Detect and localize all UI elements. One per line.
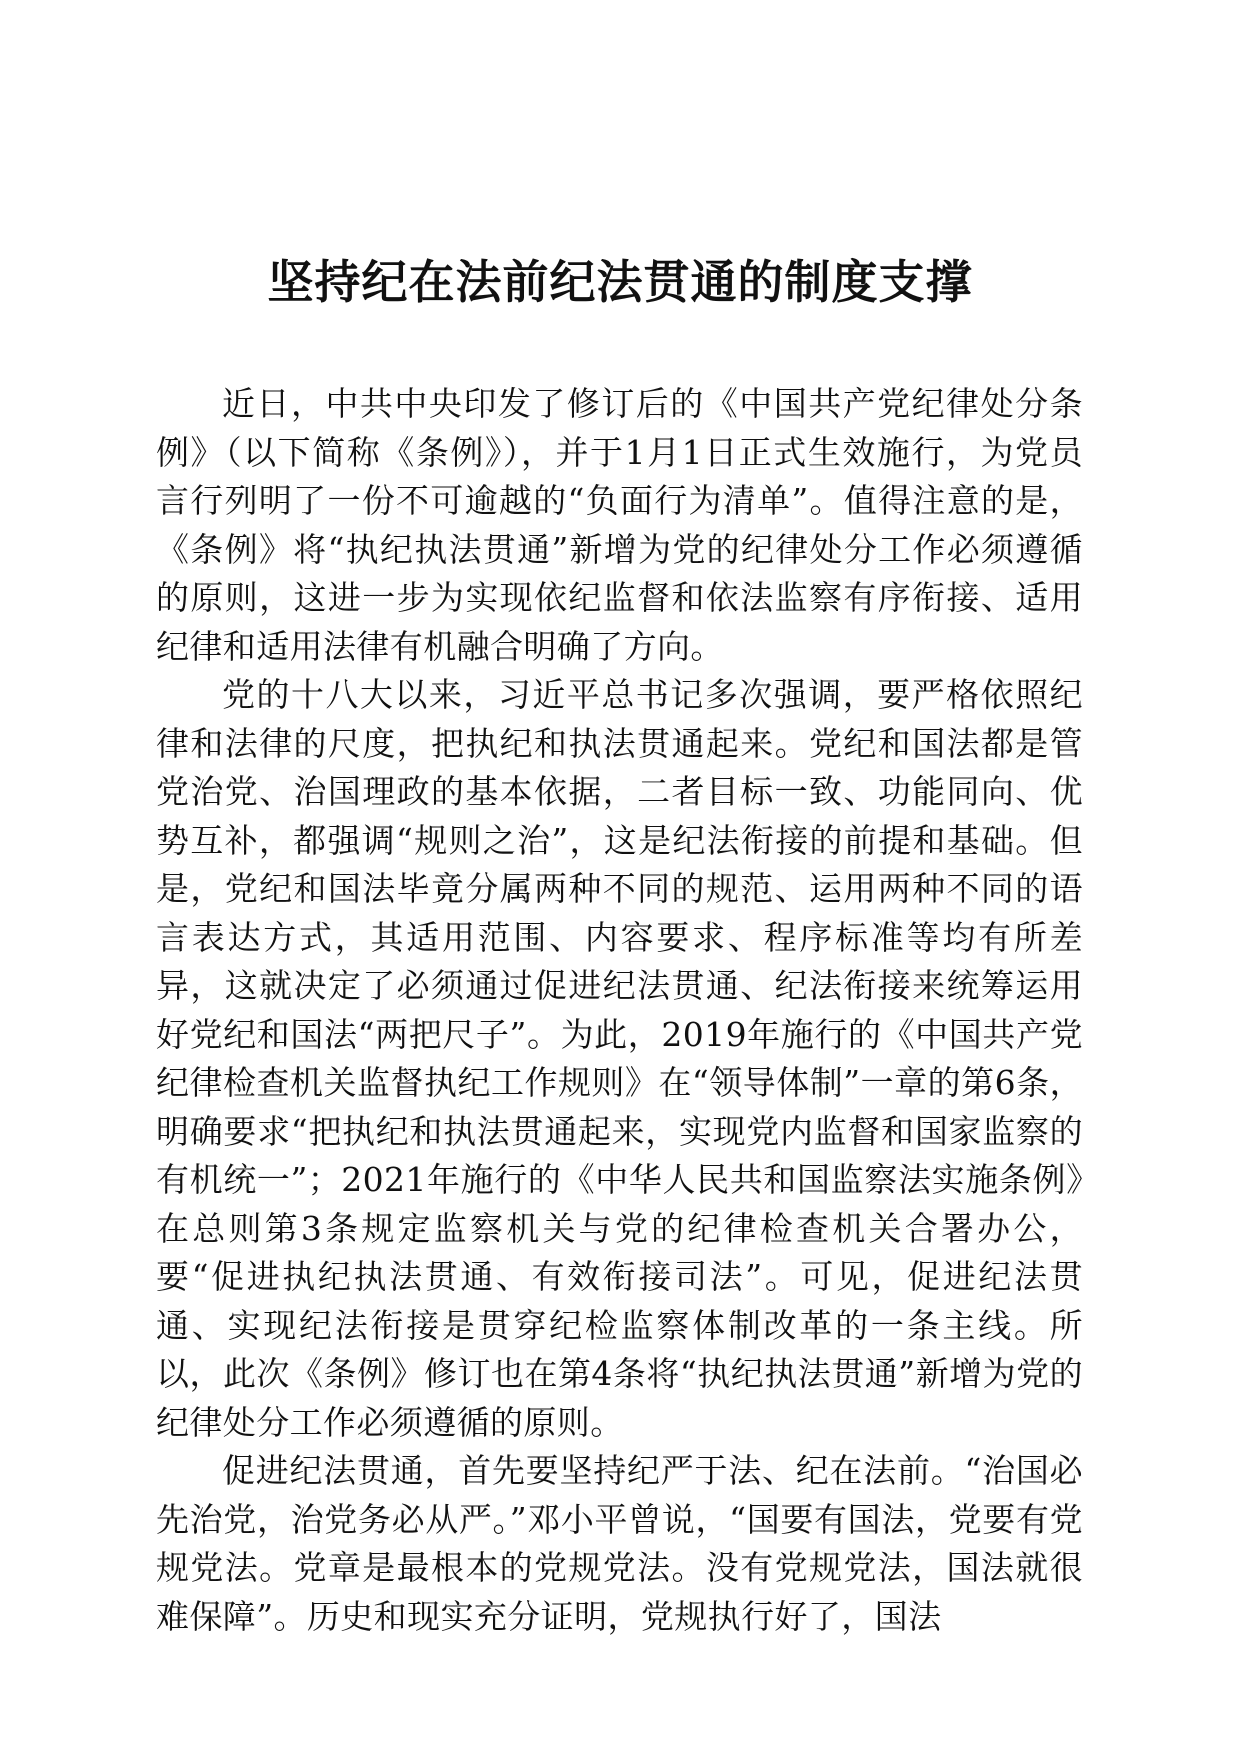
paragraph-1: 近日，中共中央印发了修订后的《中国共产党纪律处分条例》（以下简称《条例》），并于1月1日正式生效施行，为党员言行列明了一份不可逾越的“负面行为清单”。值得注意的是，《条例》将“执纪执法贯通”新增为党的纪律处分工作必须遵循的原则，这进一步为实现依纪监督和依法监察有序衔接、适用纪律和适用法律有机融合明确了方向。 — [156, 384, 1083, 666]
document-title: 坚持纪在法前纪法贯通的制度支撑 — [267, 255, 973, 309]
document-body — [156, 380, 1083, 1641]
paragraph-3: 促进纪法贯通，首先要坚持纪严于法、纪在法前。“治国必先治党，治党务必从严。”邓小平曾说，“国要有国法，党要有党规党法。党章是最根本的党规党法。没有党规党法，国法就很难保障”。历史和现实充分证明，党规执行好了，国法 — [156, 1451, 1083, 1636]
paragraph-2: 党的十八大以来，习近平总书记多次强调，要严格依照纪律和法律的尺度，把执纪和执法贯通起来。党纪和国法都是管党治党、治国理政的基本依据，二者目标一致、功能同向、优势互补，都强调“规则之治”，这是纪法衔接的前提和基础。但是，党纪和国法毕竟分属两种不同的规范、运用两种不同的语言表达方式，其适用范围、内容要求、程序标准等均有所差异，这就决定了必须通过促进纪法贯通、纪法衔接来统筹运用好党纪和国法“两把尺子”。为此，2019年施行的《中国共产党纪律检查机关监督执纪工作规则》在“领导体制”一章的第6条，明确要求“把执纪和执法贯通起来，实现党内监督和国家监察的有机统一”；2021年施行的《中华人民共和国监察法实施条例》在总则第3条规定监察机关与党的纪律检查机关合署办公，要“促进执纪执法贯通、有效衔接司法”。可见，促进纪法贯通、实现纪法衔接是贯穿纪检监察体制改革的一条主线。所以，此次《条例》修订也在第4条将“执纪执法贯通”新增为党的纪律处分工作必须遵循的原则。 — [156, 675, 1083, 1442]
